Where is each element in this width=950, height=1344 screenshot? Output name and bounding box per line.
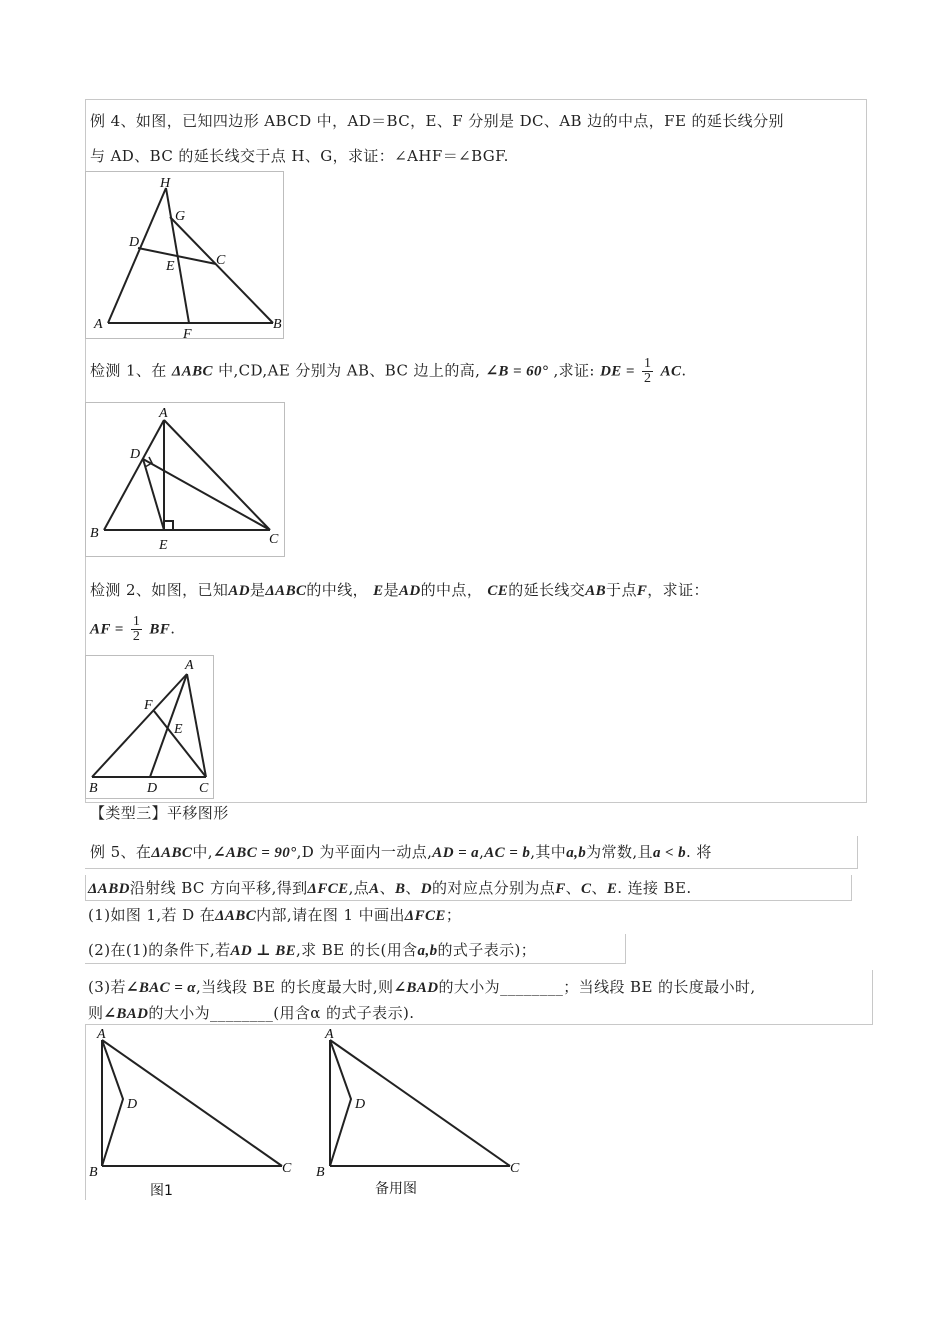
check1-fraction: $\frac{1}{2}$ <box>644 356 652 386</box>
label-A: A <box>94 317 103 332</box>
check2-line1: 检测 2、如图，已知AD是ΔABC的中线， E是AD的中点， CE的延长线交AB于点F，求证： <box>90 581 709 599</box>
check1-angle: ∠B = 60° <box>485 363 549 380</box>
label-H: H <box>160 176 171 191</box>
label-D: D <box>147 781 158 796</box>
label-G: G <box>175 209 186 224</box>
check1-triangle: ΔABC <box>171 363 213 380</box>
fig2-caption: 备用图 <box>375 1181 417 1197</box>
label-C: C <box>269 532 279 547</box>
check1-text: 检测 1、在 ΔABC 中,CD,AE 分别为 AB、BC 边上的高, ∠B = 60° ,求证: DE = $\frac{1}{2}$ AC. <box>90 356 687 386</box>
check2-line2: AF = $\frac{1}{2}$ BF. <box>90 614 176 644</box>
fig1-label-C: C <box>282 1161 292 1176</box>
label-A: A <box>159 406 168 421</box>
fig2-label-D: D <box>355 1097 366 1112</box>
label-B: B <box>89 781 98 796</box>
ex5-q2: (2)在(1)的条件下,若AD ⊥ BE,求 BE 的长(用含a,b的式子表示)； <box>88 941 537 959</box>
label-F: F <box>144 698 153 713</box>
ex5-q3-line2: 则∠BAD的大小为________(用含α 的式子表示). <box>88 1004 415 1022</box>
fig1-caption: 图1 <box>150 1183 173 1199</box>
label-C: C <box>216 253 226 268</box>
label-B: B <box>273 317 282 332</box>
ex4-figure <box>85 171 284 339</box>
label-C: C <box>199 781 209 796</box>
label-E: E <box>159 538 168 553</box>
label-E: E <box>174 722 183 737</box>
ex5-line1: 例 5、在ΔABC中,∠ABC = 90°,D 为平面内一动点,AD = a,AC = b,其中a,b为常数,且a < b. 将 <box>90 843 712 861</box>
label-D: D <box>129 235 140 250</box>
fig2-label-A: A <box>325 1027 334 1042</box>
fig1-label-D: D <box>127 1097 138 1112</box>
check1-figure <box>85 402 285 557</box>
ex5-q3-line1: (3)若∠BAC = α,当线段 BE 的长度最大时,则∠BAD的大小为________；当线段 BE 的长度最小时, <box>88 978 756 996</box>
label-D: D <box>130 447 141 462</box>
label-B: B <box>90 526 99 541</box>
label-F: F <box>183 327 192 338</box>
ex4-line1: 例 4、如图，已知四边形 ABCD 中，AD＝BC，E、F 分别是 DC、AB 边的中点，FE 的延长线分别 <box>90 112 784 130</box>
label-E: E <box>166 259 175 274</box>
type3-title: 【类型三】平移图形 <box>90 804 229 822</box>
check2-fraction: $\frac{1}{2}$ <box>132 614 141 644</box>
fig1-label-B: B <box>89 1165 98 1180</box>
fig1-label-A: A <box>97 1027 106 1042</box>
ex5-line2: ΔABD沿射线 BC 方向平移,得到ΔFCE,点A、B、D的对应点分别为点F、C、E. 连接 BE. <box>88 879 692 897</box>
fig2-label-C: C <box>510 1161 520 1176</box>
label-A: A <box>185 658 194 673</box>
ex4-line2: 与 AD、BC 的延长线交于点 H、G，求证：∠AHF＝∠BGF. <box>90 147 509 165</box>
ex5-figures <box>85 1025 526 1200</box>
check2-figure <box>85 655 214 799</box>
fig2-label-B: B <box>316 1165 325 1180</box>
ex5-q1: (1)如图 1,若 D 在ΔABC内部,请在图 1 中画出ΔFCE； <box>88 906 462 924</box>
